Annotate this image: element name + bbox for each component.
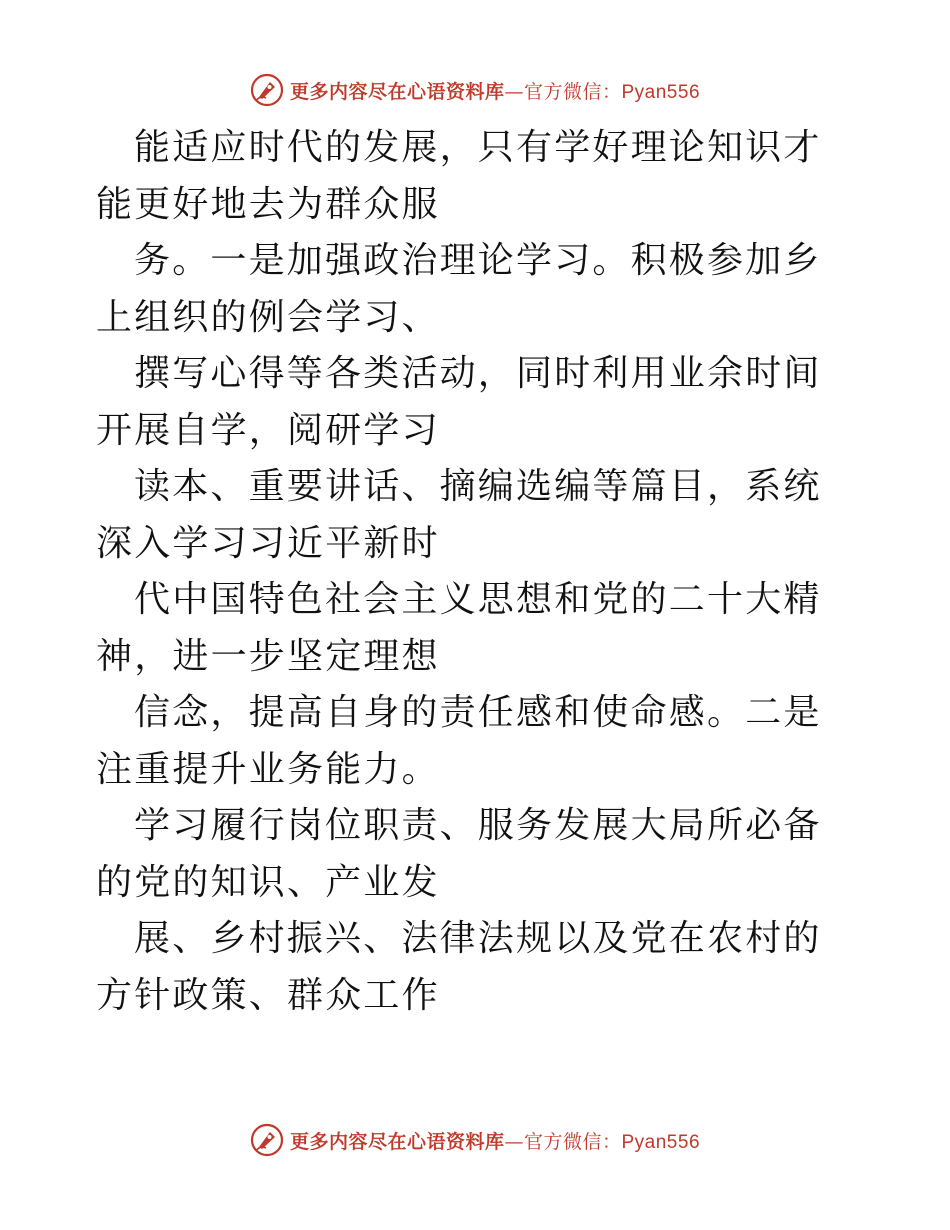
paragraph-7: 学习履行岗位职责、服务发展大局所必备的党的知识、产业发 — [96, 805, 822, 903]
wechat-id: Pyan556 — [621, 81, 701, 103]
footer-banner — [0, 1120, 950, 1160]
paragraph-4: 读本、重要讲话、摘编选编等篇目，系统深入学习习近平新时 — [96, 466, 822, 564]
site-name: 更多内容尽在心语资料库 — [289, 1130, 505, 1153]
pen-nib-logo-icon — [250, 1123, 284, 1157]
wechat-id: Pyan556 — [621, 1131, 701, 1153]
footer-banner-text — [290, 1127, 700, 1154]
banner-separator: — — [504, 80, 524, 103]
header-banner — [0, 70, 950, 110]
wechat-label: 官方微信： — [523, 80, 622, 103]
header-banner-text — [290, 77, 700, 104]
paragraph-2: 务。一是加强政治理论学习。积极参加乡上组织的例会学习、 — [96, 240, 822, 338]
paragraph-3: 撰写心得等各类活动，同时利用业余时间开展自学，阅研学习 — [96, 353, 822, 451]
paragraph-6: 信念，提高自身的责任感和使命感。二是注重提升业务能力。 — [96, 692, 822, 790]
pen-nib-logo-icon — [250, 73, 284, 107]
paragraph-8: 展、乡村振兴、法律法规以及党在农村的方针政策、群众工作 — [96, 918, 822, 1016]
wechat-label: 官方微信： — [523, 1130, 622, 1153]
banner-separator: — — [504, 1130, 524, 1153]
paragraph-5: 代中国特色社会主义思想和党的二十大精神，进一步坚定理想 — [96, 579, 822, 677]
document-body — [96, 120, 856, 1024]
site-name: 更多内容尽在心语资料库 — [289, 80, 505, 103]
paragraph-1: 能适应时代的发展，只有学好理论知识才能更好地去为群众服 — [96, 127, 822, 225]
